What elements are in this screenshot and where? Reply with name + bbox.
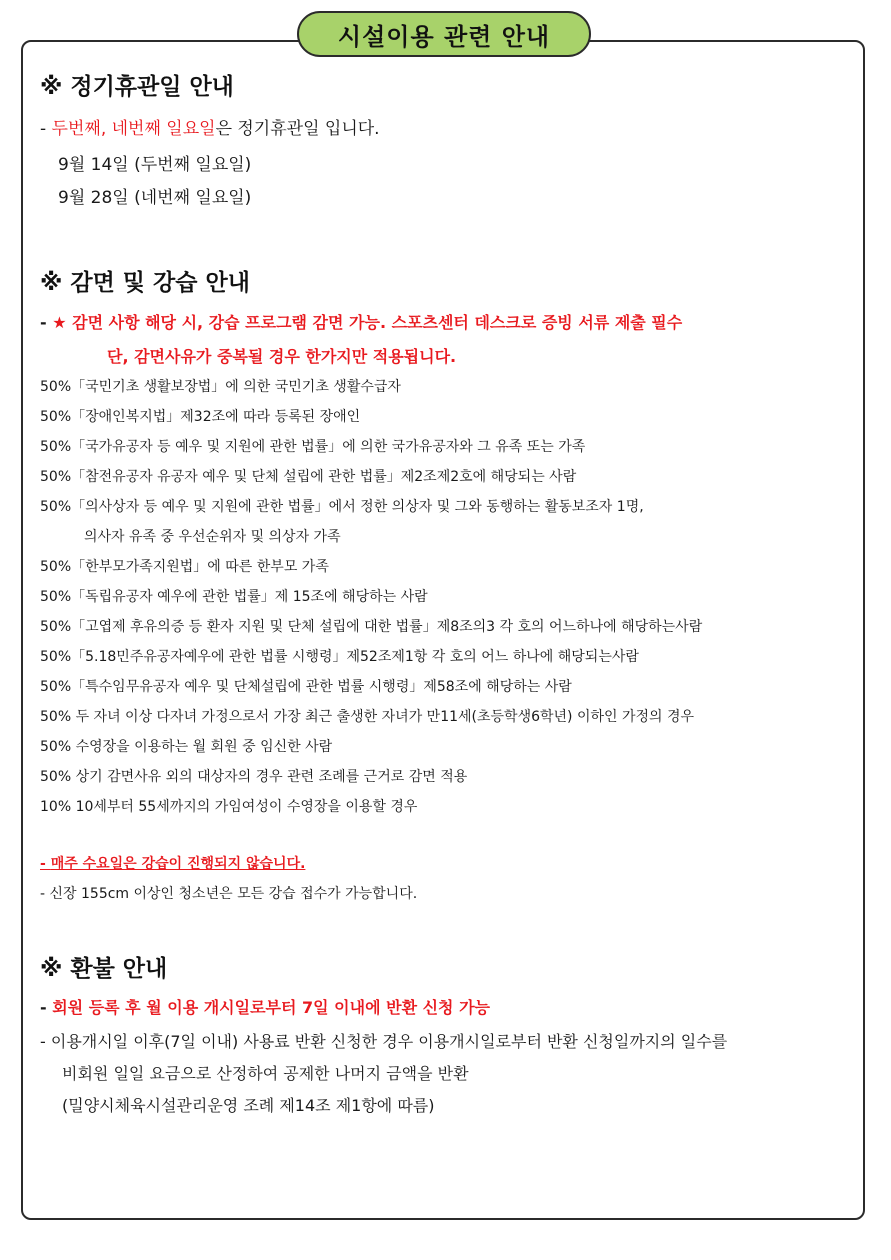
height-note: - 신장 155cm 이상인 청소년은 모든 강습 접수가 가능합니다.: [40, 886, 418, 902]
closure-date-1: 9월 14일 (두번째 일요일): [58, 155, 252, 175]
discount-item: 50%「한부모가족지원법」에 따른 한부모 가족: [40, 559, 329, 575]
refund-line-3: 비회원 일일 요금으로 산정하여 공제한 나머지 금액을 반환: [62, 1064, 469, 1083]
closure-line: [40, 114, 380, 139]
discount-item: 50%「독립유공자 예우에 관한 법률」제 15조에 해당하는 사람: [40, 589, 428, 605]
discount-item: 50%「국가유공자 등 예우 및 지원에 관한 법률」에 의한 국가유공자와 그 유족 또는 가족: [40, 439, 586, 455]
closure-line-prefix: -: [40, 119, 52, 139]
discount-item: 10% 10세부터 55세까지의 가임여성이 수영장을 이용할 경우: [40, 799, 418, 815]
refund-deadline: 회원 등록 후 월 이용 개시일로부터 7일 이내에 반환 신청 가능: [52, 998, 490, 1017]
discount-notice: [40, 310, 682, 333]
discount-item: 50%「참전유공자 유공자 예우 및 단체 설립에 관한 법률」제2조제2호에 해당되는 사람: [40, 469, 577, 485]
closure-days-highlight: 두번째, 네번째 일요일: [51, 119, 216, 139]
discount-item: 50% 두 자녀 이상 다자녀 가정으로서 가장 최근 출생한 자녀가 만11세(초등학생6학년) 이하인 가정의 경우: [40, 709, 695, 725]
discount-heading: ※ 감면 및 강습 안내: [40, 270, 250, 296]
discount-item: 50% 수영장을 이용하는 월 회원 중 임신한 사람: [40, 739, 333, 755]
discount-item: 50%「장애인복지법」제32조에 따라 등록된 장애인: [40, 409, 361, 425]
discount-item: 50%「특수임무유공자 예우 및 단체설립에 관한 법률 시행령」제58조에 해당하는 사람: [40, 679, 572, 695]
closure-date-2: 9월 28일 (네번째 일요일): [58, 188, 252, 208]
wednesday-text: 매주 수요일은 강습이 진행되지 않습니다.: [50, 856, 306, 872]
discount-item: 50%「고엽제 후유의증 등 환자 지원 및 단체 설립에 대한 법률」제8조의3 각 호의 어느하나에 해당하는사람: [40, 619, 703, 635]
discount-item: 50%「의사상자 등 예우 및 지원에 관한 법률」에서 정한 의상자 및 그와 동행하는 활동보조자 1명,: [40, 499, 644, 515]
refund-line-1: [40, 995, 490, 1018]
wednesday-prefix: -: [40, 856, 51, 872]
discount-notice-prefix: -: [40, 313, 53, 332]
closure-line-rest: 은 정기휴관일 입니다.: [215, 119, 380, 139]
discount-notice-duplicate: 단, 감면사유가 중복될 경우 한가지만 적용됩니다.: [107, 347, 457, 366]
page-title: 시설이용 관련 안내: [297, 11, 591, 57]
discount-item-continuation: 의사자 유족 중 우선순위자 및 의상자 가족: [84, 529, 341, 545]
discount-item: 50% 상기 감면사유 외의 대상자의 경우 관련 조례를 근거로 감면 적용: [40, 769, 468, 785]
discount-item: 50%「국민기초 생활보장법」에 의한 국민기초 생활수급자: [40, 379, 401, 395]
discount-item: 50%「5.18민주유공자예우에 관한 법률 시행령」제52조제1항 각 호의 어느 하나에 해당되는사람: [40, 649, 639, 665]
refund-heading: ※ 환불 안내: [40, 956, 168, 982]
wednesday-notice: [40, 853, 305, 873]
discount-notice-red: ★ 감면 사항 해당 시, 강습 프로그램 감면 가능. 스포츠센터 데스크로 증빙 서류 제출 필수: [52, 313, 683, 332]
refund-line-2: - 이용개시일 이후(7일 이내) 사용료 반환 신청한 경우 이용개시일로부터 반환 신청일까지의 일수를: [40, 1032, 728, 1051]
closure-heading: ※ 정기휴관일 안내: [40, 74, 234, 100]
refund-line-4: (밀양시체육시설관리운영 조례 제14조 제1항에 따름): [62, 1096, 435, 1115]
refund-line-1-prefix: -: [40, 998, 53, 1017]
